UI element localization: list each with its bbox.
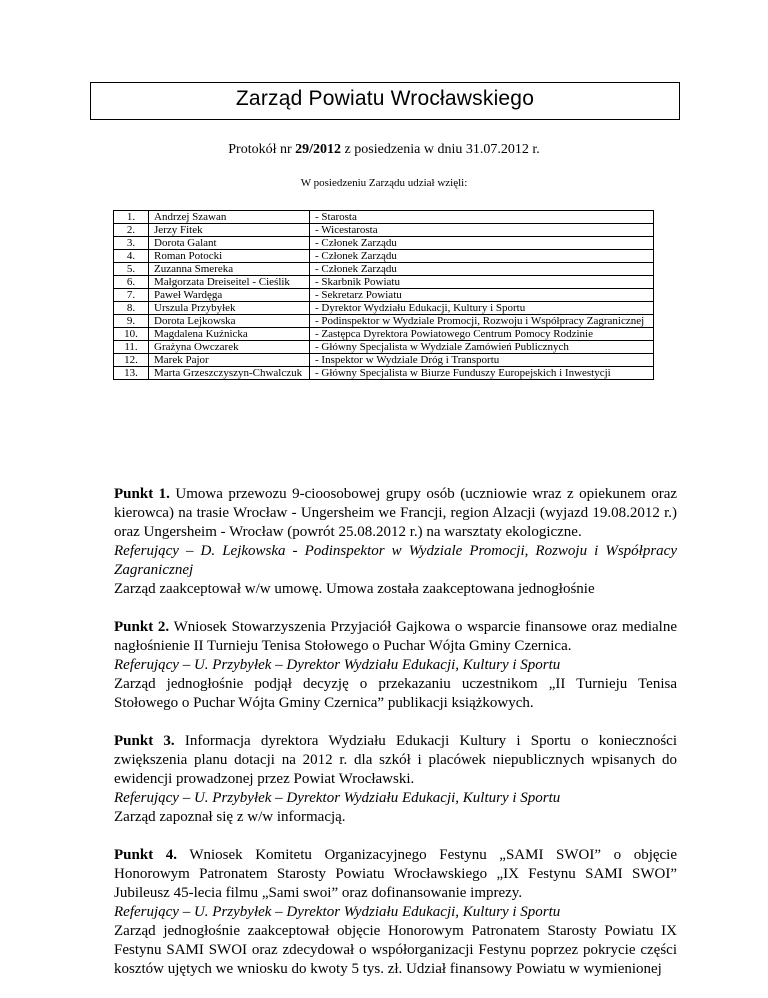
member-name: Małgorzata Dreiseitel - Cieślik [149,276,310,289]
member-name: Grażyna Owczarek [149,341,310,354]
members-table [113,210,654,380]
member-row [114,315,654,328]
point-decision: Zarząd zaakceptował w/w umowę. Umowa została zaakceptowana jednogłośnie [114,581,595,597]
member-number: 7. [114,289,149,302]
member-number: 4. [114,250,149,263]
title-box [90,82,680,120]
member-number: 1. [114,211,149,224]
member-row [114,354,654,367]
member-number: 13. [114,367,149,380]
member-row [114,237,654,250]
member-role: - Główny Specjalista w Biurze Funduszy Europejskich i Inwestycji [310,367,654,380]
member-number: 6. [114,276,149,289]
member-role: - Członek Zarządu [310,250,654,263]
point-referent: Referujący – D. Lejkowska - Podinspektor w Wydziale Promocji, Rozwoju i Współpracy Zagranicznej [114,543,677,578]
member-row [114,263,654,276]
member-role: - Członek Zarządu [310,263,654,276]
member-number: 11. [114,341,149,354]
member-number: 5. [114,263,149,276]
member-role: - Wicestarosta [310,224,654,237]
meeting-point [114,732,677,827]
member-role: - Zastępca Dyrektora Powiatowego Centrum Pomocy Rodzinie [310,328,654,341]
member-name: Marta Grzeszczyszyn-Chwalczuk [149,367,310,380]
point-decision: Zarząd jednogłośnie podjął decyzję o przekazaniu uczestnikom „II Turnieju Tenisa Stołowego o Puchar Wójta Gminy Czernica” publikacji książkowych. [114,676,677,711]
meeting-point [114,618,677,713]
member-number: 10. [114,328,149,341]
member-role: - Sekretarz Powiatu [310,289,654,302]
member-row [114,224,654,237]
member-name: Roman Potocki [149,250,310,263]
meeting-points [114,485,677,998]
protokol-suffix: z posiedzenia w dniu 31.07.2012 r. [341,142,540,157]
member-name: Marek Pajor [149,354,310,367]
member-number: 3. [114,237,149,250]
member-role: - Członek Zarządu [310,237,654,250]
point-text: Wniosek Stowarzyszenia Przyjaciół Gajkowa o wsparcie finansowe oraz medialne nagłośnienie II Turnieju Tenisa Stołowego o Puchar Wójta Gminy Czernica. [114,619,677,654]
member-role: - Podinspektor w Wydziale Promocji, Rozwoju i Współpracy Zagranicznej [310,315,654,328]
point-referent: Referujący – U. Przybyłek – Dyrektor Wydziału Edukacji, Kultury i Sportu [114,657,561,673]
member-role: - Skarbnik Powiatu [310,276,654,289]
member-name: Jerzy Fitek [149,224,310,237]
member-role: - Główny Specjalista w Wydziale Zamówień Publicznych [310,341,654,354]
protokol-number: 29/2012 [295,142,342,157]
point-text: Informacja dyrektora Wydziału Edukacji Kultury i Sportu o konieczności zwiększenia planu dotacji na 2012 r. dla szkół i placówek niepublicznych wpisanych do ewidencji prowadzonej przez Powiat Wrocławski. [114,733,678,787]
member-number: 12. [114,354,149,367]
member-row [114,367,654,380]
meeting-point [114,846,677,979]
point-decision: Zarząd jednogłośnie zaakceptował objęcie Honorowym Patronatem Starosty Powiatu IX Festynu SAMI SWOI oraz zdecydował o współorganizacji Festynu poprzez pokrycie części kosztów ujętych we wniosku do kwoty 5 tys. zł. Udział finansowy Powiatu w wymienionej [114,923,677,977]
point-label: Punkt 3. [114,733,175,749]
member-row [114,276,654,289]
member-row [114,302,654,315]
member-row [114,341,654,354]
point-decision: Zarząd zapoznał się z w/w informacją. [114,809,346,825]
member-row [114,211,654,224]
member-name: Dorota Lejkowska [149,315,310,328]
protokol-prefix: Protokół nr [228,142,296,157]
protokol-line [0,142,768,158]
document-title: Zarząd Powiatu Wrocławskiego [235,87,535,110]
member-row [114,289,654,302]
member-name: Magdalena Kuźnicka [149,328,310,341]
point-text: Wniosek Komitetu Organizacyjnego Festynu „SAMI SWOI” o objęcie Honorowym Patronatem Starosty Powiatu Wrocławskiego „IX Festynu SAMI SWOI” Jubileusz 45-lecia filmu „Sami swoi” oraz dofinansowanie imprezy. [114,847,677,901]
member-name: Dorota Galant [149,237,310,250]
member-row [114,250,654,263]
member-name: Zuzanna Smereka [149,263,310,276]
point-referent: Referujący – U. Przybyłek – Dyrektor Wydziału Edukacji, Kultury i Sportu [114,904,561,920]
member-role: - Dyrektor Wydziału Edukacji, Kultury i Sportu [310,302,654,315]
member-row [114,328,654,341]
meeting-point [114,485,677,599]
point-text: Umowa przewozu 9-cioosobowej grupy osób (uczniowie wraz z opiekunem oraz kierowca) na trasie Wrocław - Ungersheim we Francji, region Alzacji (wyjazd 19.08.2012 r.) oraz Ungersheim - Wrocław (powrót 25.08.2012 r.) na warsztaty ekologiczne. [114,486,678,540]
member-number: 2. [114,224,149,237]
point-label: Punkt 4. [114,847,178,863]
member-number: 9. [114,315,149,328]
member-role: - Inspektor w Wydziale Dróg i Transportu [310,354,654,367]
member-number: 8. [114,302,149,315]
member-name: Urszula Przybyłek [149,302,310,315]
point-label: Punkt 1. [114,486,170,502]
point-label: Punkt 2. [114,619,170,635]
member-role: - Starosta [310,211,654,224]
member-name: Paweł Wardęga [149,289,310,302]
member-name: Andrzej Szawan [149,211,310,224]
point-referent: Referujący – U. Przybyłek – Dyrektor Wydziału Edukacji, Kultury i Sportu [114,790,561,806]
attendance-heading: W posiedzeniu Zarządu udział wzięli: [300,177,468,189]
